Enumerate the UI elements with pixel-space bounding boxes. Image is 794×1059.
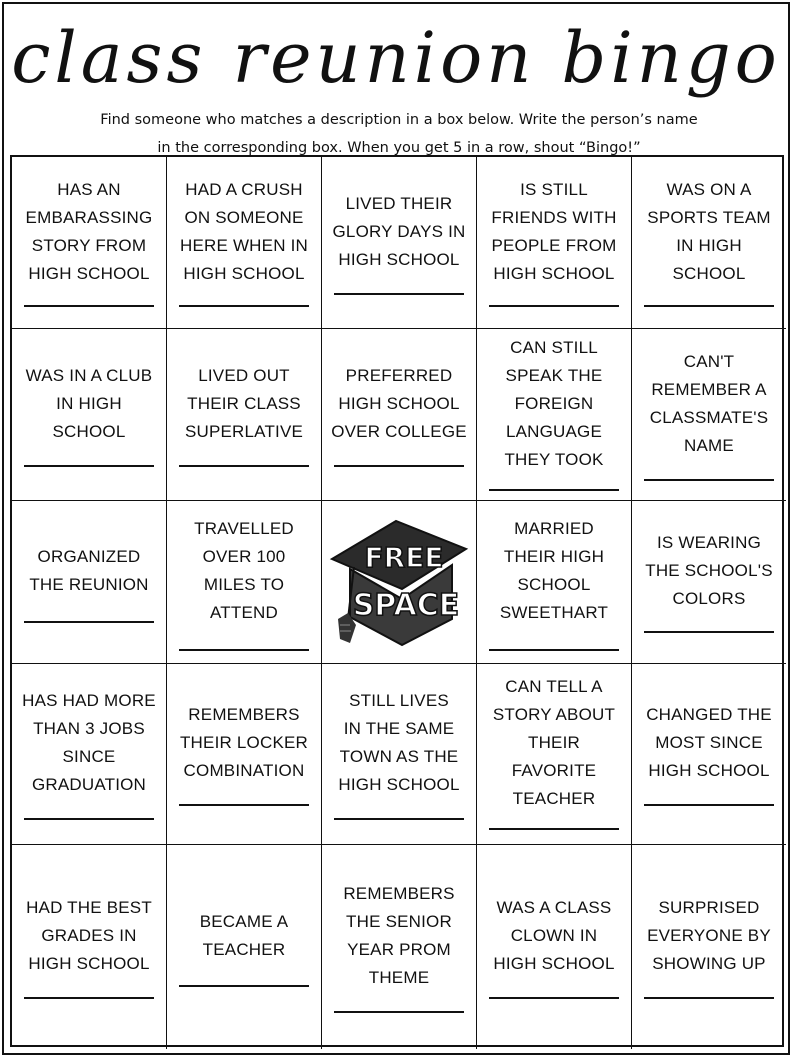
name-write-line[interactable] — [179, 465, 309, 467]
name-write-line[interactable] — [644, 305, 774, 307]
bingo-cell[interactable] — [632, 664, 786, 845]
bingo-cell-text: REMEMBERS THEIR LOCKER COMBINATION — [179, 705, 309, 780]
name-write-line[interactable] — [334, 818, 464, 820]
bingo-cell-text: HAS HAD MORE THAN 3 JOBS SINCE GRADUATION — [22, 691, 156, 794]
name-write-line[interactable] — [489, 649, 619, 651]
name-write-line[interactable] — [179, 649, 309, 651]
free-space-cell — [322, 501, 477, 664]
bingo-cell[interactable] — [632, 501, 786, 664]
bingo-cell-text: LIVED OUT THEIR CLASS SUPERLATIVE — [184, 365, 304, 441]
bingo-cell[interactable] — [12, 501, 167, 664]
bingo-cell-text: CAN STILL SPEAK THE FOREIGN LANGUAGE THEY TOOK — [504, 337, 604, 469]
bingo-cell[interactable] — [477, 501, 632, 664]
bingo-cell-text: STILL LIVES IN THE SAME TOWN AS THE HIGH SCHOOL — [338, 691, 460, 794]
name-write-line[interactable] — [24, 305, 154, 307]
bingo-cell-text: WAS ON A SPORTS TEAM IN HIGH SCHOOL — [647, 179, 771, 283]
bingo-cell[interactable] — [477, 845, 632, 1049]
bingo-cell-text: HAD THE BEST GRADES IN HIGH SCHOOL — [26, 898, 152, 973]
bingo-cell[interactable] — [12, 845, 167, 1049]
name-write-line[interactable] — [644, 804, 774, 806]
bingo-cell-text: IS STILL FRIENDS WITH PEOPLE FROM HIGH SCHOOL — [491, 179, 617, 283]
instructions — [64, 106, 734, 162]
name-write-line[interactable] — [334, 1011, 464, 1013]
name-write-line[interactable] — [334, 293, 464, 295]
bingo-cell[interactable] — [477, 664, 632, 845]
bingo-cell[interactable] — [167, 845, 322, 1049]
bingo-cell[interactable] — [12, 157, 167, 329]
bingo-cell[interactable] — [632, 157, 786, 329]
bingo-cell[interactable] — [167, 329, 322, 501]
bingo-cell[interactable] — [12, 664, 167, 845]
name-write-line[interactable] — [644, 631, 774, 633]
bingo-grid — [10, 155, 784, 1047]
bingo-cell[interactable] — [322, 329, 477, 501]
bingo-cell-text: HAD A CRUSH ON SOMEONE HERE WHEN IN HIGH SCHOOL — [179, 179, 309, 283]
bingo-cell[interactable] — [167, 157, 322, 329]
bingo-cell[interactable] — [477, 157, 632, 329]
bingo-cell-text: CAN'T REMEMBER A CLASSMATE'S NAME — [649, 351, 769, 455]
name-write-line[interactable] — [644, 479, 774, 481]
bingo-cell[interactable] — [477, 329, 632, 501]
bingo-cell-text: LIVED THEIR GLORY DAYS IN HIGH SCHOOL — [332, 193, 466, 269]
bingo-cell-text: WAS A CLASS CLOWN IN HIGH SCHOOL — [493, 898, 615, 973]
free-space-line-1: FREE — [364, 541, 444, 574]
bingo-cell[interactable] — [322, 845, 477, 1049]
name-write-line[interactable] — [489, 305, 619, 307]
bingo-cell-text: SURPRISED EVERYONE BY SHOWING UP — [647, 898, 771, 973]
bingo-cell-text: MARRIED THEIR HIGH SCHOOL SWEETHART — [499, 519, 609, 622]
bingo-cell-text: BECAME A TEACHER — [199, 912, 289, 959]
bingo-cell-text: PREFERRED HIGH SCHOOL OVER COLLEGE — [331, 365, 467, 441]
name-write-line[interactable] — [179, 305, 309, 307]
bingo-cell-text: IS WEARING THE SCHOOL'S COLORS — [645, 533, 773, 608]
name-write-line[interactable] — [489, 489, 619, 491]
name-write-line[interactable] — [644, 997, 774, 999]
bingo-cell[interactable] — [632, 329, 786, 501]
name-write-line[interactable] — [179, 804, 309, 806]
bingo-cell-text: WAS IN A CLUB IN HIGH SCHOOL — [25, 365, 153, 441]
bingo-cell-text: CHANGED THE MOST SINCE HIGH SCHOOL — [646, 705, 772, 780]
bingo-cell-text: REMEMBERS THE SENIOR YEAR PROM THEME — [343, 884, 455, 987]
name-write-line[interactable] — [489, 997, 619, 999]
bingo-cell[interactable] — [322, 157, 477, 329]
instructions-line-2: in the corresponding box. When you get 5 in a row, shout “Bingo!” — [157, 140, 641, 156]
bingo-cell-text: CAN TELL A STORY ABOUT THEIR FAVORITE TEACHER — [492, 677, 616, 808]
name-write-line[interactable] — [24, 621, 154, 623]
bingo-cell-text: ORGANIZED THE REUNION — [29, 547, 149, 594]
free-space-line-2: SPACE — [352, 588, 460, 623]
page-title: class reunion bingo — [11, 17, 781, 99]
name-write-line[interactable] — [24, 997, 154, 999]
bingo-cell[interactable] — [632, 845, 786, 1049]
bingo-cell-text: HAS AN EMBARASSING STORY FROM HIGH SCHOOL — [25, 179, 153, 283]
graduation-cap-icon — [324, 507, 474, 657]
name-write-line[interactable] — [179, 985, 309, 987]
name-write-line[interactable] — [24, 818, 154, 820]
bingo-cell[interactable] — [322, 664, 477, 845]
bingo-cell[interactable] — [12, 329, 167, 501]
bingo-cell-text: TRAVELLED OVER 100 MILES TO ATTEND — [194, 519, 294, 622]
bingo-cell[interactable] — [167, 664, 322, 845]
name-write-line[interactable] — [334, 465, 464, 467]
bingo-cell[interactable] — [167, 501, 322, 664]
instructions-line-1: Find someone who matches a description in a box below. Write the person’s name — [100, 112, 698, 128]
name-write-line[interactable] — [489, 828, 619, 830]
name-write-line[interactable] — [24, 465, 154, 467]
